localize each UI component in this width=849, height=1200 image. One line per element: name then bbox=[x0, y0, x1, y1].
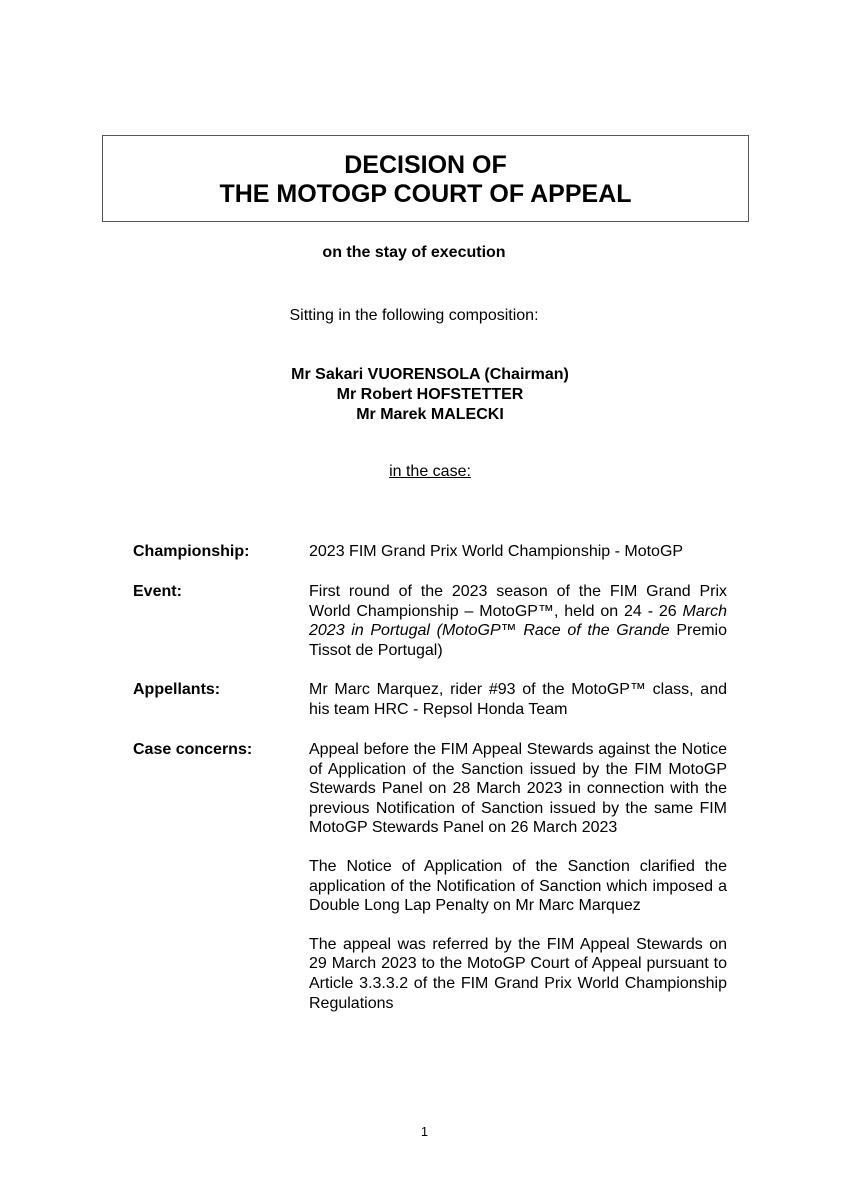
document-title-box bbox=[102, 135, 749, 222]
case-concerns-paragraph-1: Appeal before the FIM Appeal Stewards against the Notice of Application of the Sanction issued by the FIM MotoGP Stewards Panel on 28 March 2023 in connection with the previous Notification of Sanction issued by the same FIM MotoGP Stewards Panel on 26 March 2023 bbox=[309, 741, 727, 837]
championship-text: 2023 FIM Grand Prix World Championship - MotoGP bbox=[309, 543, 684, 560]
member-chairman: Mr Sakari VUORENSOLA (Chairman) bbox=[291, 366, 569, 383]
appellants-text: Mr Marc Marquez, rider #93 of the MotoGP™ class, and his team HRC - Repsol Honda Team bbox=[309, 681, 727, 718]
event-text-part2: Premio Tissot de Portugal) bbox=[309, 622, 728, 659]
case-concerns-paragraph-3: The appeal was referred by the FIM Appeal Stewards on 29 March 2023 to the MotoGP Court of Appeal pursuant to Article 3.3.3.2 of the FIM Grand Prix World Championship Regulations bbox=[309, 935, 727, 1012]
appellants-value bbox=[309, 680, 727, 719]
championship-label: Championship: bbox=[133, 543, 250, 560]
case-concerns-paragraph-2: The Notice of Application of the Sanction clarified the application of the Notification of Sanction which imposed a Double Long Lap Penalty on Mr Marc Marquez bbox=[309, 857, 727, 915]
member-third: Mr Marek MALECKI bbox=[356, 406, 504, 423]
sitting-composition-text: Sitting in the following composition: bbox=[289, 307, 539, 324]
event-text-italic: March 2023 in Portugal (MotoGP™ Race of the Grande bbox=[309, 602, 727, 640]
document-title-line-2: THE MOTOGP COURT OF APPEAL bbox=[219, 180, 632, 208]
member-second: Mr Robert HOFSTETTER bbox=[336, 386, 524, 403]
event-text bbox=[309, 582, 727, 660]
page-number: 1 bbox=[420, 1124, 429, 1139]
championship-value bbox=[309, 542, 727, 562]
event-label: Event: bbox=[133, 583, 182, 600]
appellants-label: Appellants: bbox=[133, 681, 221, 698]
in-the-case-heading: in the case: bbox=[389, 463, 471, 480]
court-members bbox=[0, 365, 849, 425]
case-concerns-label: Case concerns: bbox=[133, 741, 253, 758]
event-value bbox=[309, 582, 727, 660]
document-title-line-1: DECISION OF bbox=[344, 151, 507, 179]
case-concerns-value bbox=[309, 740, 727, 1013]
event-text-part1: First round of the 2023 season of the FIM Grand Prix World Championship – MotoGP™, held on 24 - 26 bbox=[309, 583, 727, 620]
document-subtitle: on the stay of execution bbox=[322, 244, 506, 261]
